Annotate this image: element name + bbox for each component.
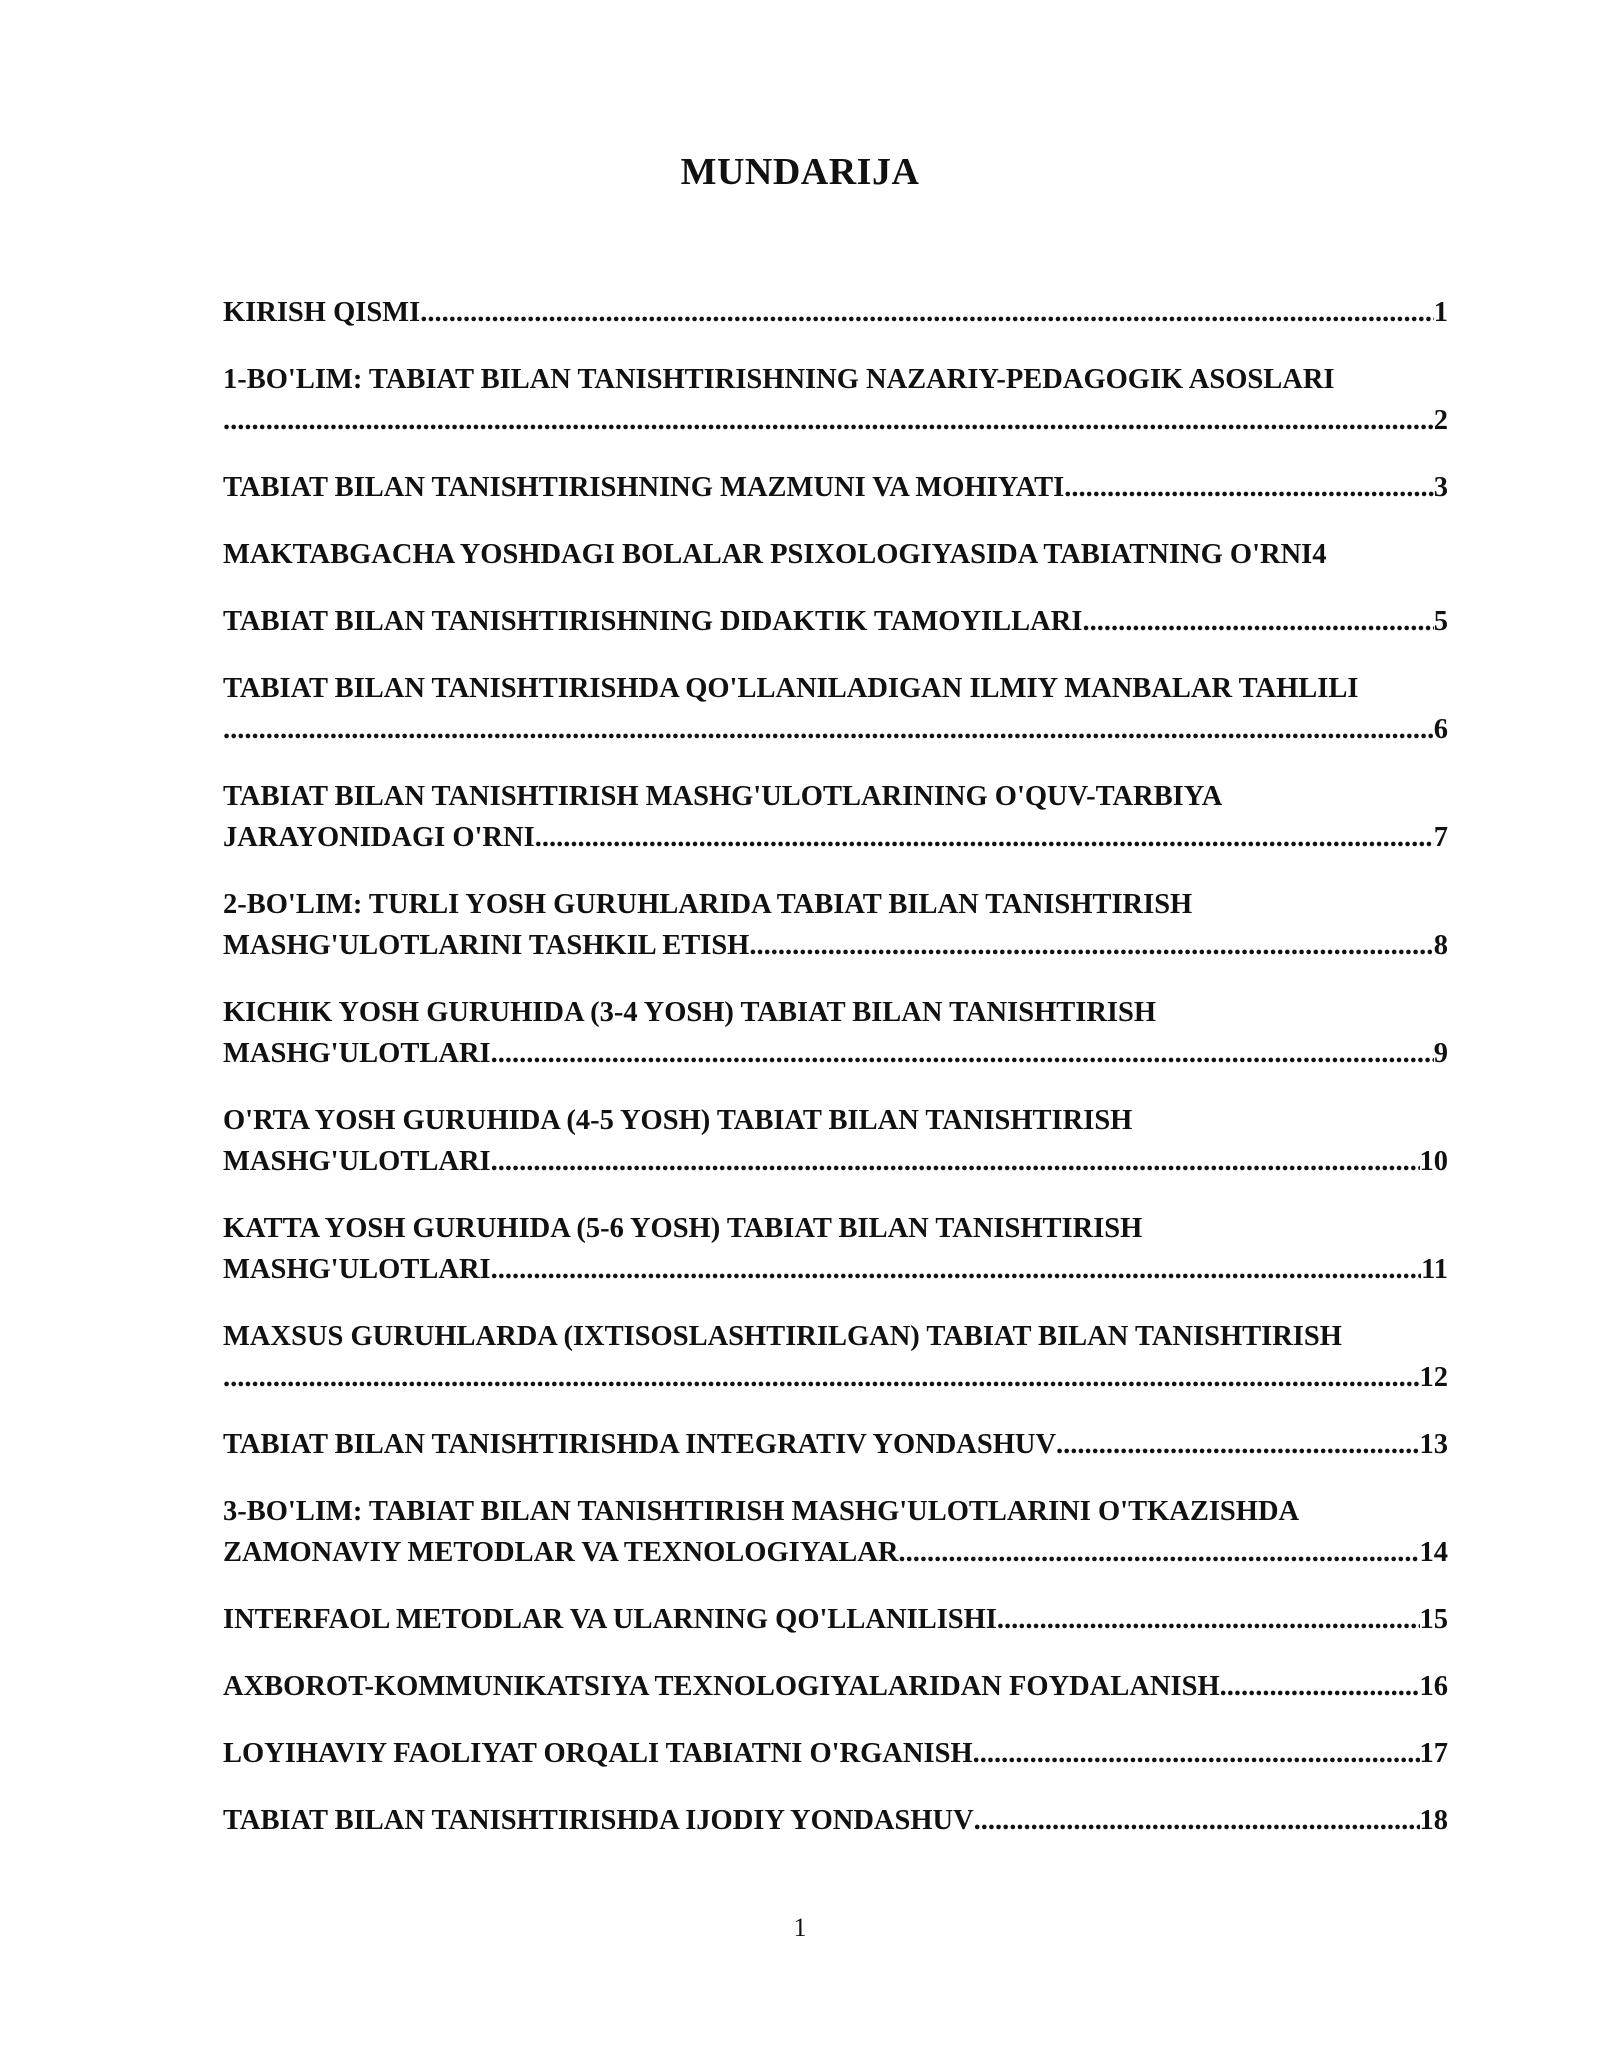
toc-entry[interactable]	[223, 534, 1448, 575]
toc-page-number: 4	[1312, 539, 1327, 570]
toc-entry[interactable]	[223, 467, 1448, 508]
toc-entry-line: 1-BO'LIM: TABIAT BILAN TANISHTIRISHNING NAZARIY-PEDAGOGIK ASOSLARI	[223, 364, 1335, 395]
dot-leader	[491, 1141, 1420, 1182]
toc-entry-title: KIRISH QISMI	[223, 297, 421, 328]
toc-page-number: 2	[1433, 405, 1448, 436]
toc-entry[interactable]	[223, 992, 1448, 1074]
toc-entry-title: MAKTABGACHA YOSHDAGI BOLALAR PSIXOLOGIYASIDA TABIATNING O'RNI	[223, 539, 1313, 570]
toc-entry-leader-line	[223, 1733, 1448, 1774]
toc-entry[interactable]	[223, 1100, 1448, 1182]
toc-entry-title: TABIAT BILAN TANISHTIRISHDA INTEGRATIV YONDASHUV	[223, 1429, 1057, 1460]
toc-entry[interactable]	[223, 601, 1448, 642]
toc-entry-line: O'RTA YOSH GURUHIDA (4-5 YOSH) TABIAT BILAN TANISHTIRISH	[223, 1105, 1133, 1136]
toc-entry-line: TABIAT BILAN TANISHTIRISH MASHG'ULOTLARINING O'QUV-TARBIYA	[223, 781, 1223, 812]
toc-entry-leader-line	[223, 1357, 1448, 1398]
toc-page-number: 14	[1419, 1537, 1448, 1568]
dot-leader	[223, 709, 1434, 750]
page-title: MUNDARIJA	[680, 151, 920, 193]
toc-entry-title: MASHG'ULOTLARI	[223, 1146, 491, 1177]
toc-entry-leader-line	[223, 1249, 1448, 1290]
dot-leader	[749, 925, 1433, 966]
toc-page-number: 6	[1433, 714, 1448, 745]
toc-page-number: 1	[1433, 297, 1448, 328]
toc-entry-leader-line	[223, 400, 1448, 441]
dot-leader	[535, 817, 1434, 858]
dot-leader	[1064, 467, 1434, 508]
toc-entry-leader-line	[223, 1424, 1448, 1465]
toc-entry[interactable]	[223, 1424, 1448, 1465]
toc-entry-leader-line	[223, 1532, 1448, 1573]
toc-page-number: 3	[1433, 472, 1448, 503]
toc-entry[interactable]	[223, 668, 1493, 750]
toc-entry-title: AXBOROT-KOMMUNIKATSIYA TEXNOLOGIYALARIDAN FOYDALANISH	[223, 1671, 1220, 1702]
page-number: 1	[793, 1913, 807, 1942]
toc-entry-title: ZAMONAVIY METODLAR VA TEXNOLOGIYALAR	[223, 1537, 899, 1568]
dot-leader	[997, 1599, 1420, 1640]
toc-entry-title: TABIAT BILAN TANISHTIRISHNING DIDAKTIK TAMOYILLARI	[223, 606, 1083, 637]
toc-entry-title: MASHG'ULOTLARI	[223, 1254, 491, 1285]
toc-entry-title: MASHG'ULOTLARI	[223, 1038, 491, 1069]
toc-entry-leader-line	[223, 1666, 1448, 1707]
toc-entry-title: TABIAT BILAN TANISHTIRISHDA IJODIY YONDASHUV	[223, 1805, 974, 1836]
dot-leader	[898, 1532, 1419, 1573]
toc-entry-leader-line	[223, 1141, 1448, 1182]
toc-entry-line: MAXSUS GURUHLARDA (IXTISOSLASHTIRILGAN) TABIAT BILAN TANISHTIRISH	[223, 1321, 1342, 1352]
toc-entry-leader-line	[223, 534, 1448, 575]
toc-entry-title: MASHG'ULOTLARINI TASHKIL ETISH	[223, 930, 750, 961]
toc-page-number: 9	[1433, 1038, 1448, 1069]
toc-entry-line: 3-BO'LIM: TABIAT BILAN TANISHTIRISH MASHG'ULOTLARINI O'TKAZISHDA	[223, 1496, 1300, 1527]
toc-page-number: 10	[1419, 1146, 1448, 1177]
toc-entry-line: 2-BO'LIM: TURLI YOSH GURUHLARIDA TABIAT BILAN TANISHTIRISH	[223, 889, 1193, 920]
toc-page-number: 17	[1419, 1738, 1448, 1769]
toc-entry-leader-line	[223, 1599, 1448, 1640]
toc-entry[interactable]	[223, 359, 1493, 441]
toc-entry-title: INTERFAOL METODLAR VA ULARNING QO'LLANILISHI	[223, 1604, 997, 1635]
dot-leader	[1082, 601, 1433, 642]
toc-page-number: 7	[1433, 822, 1448, 853]
toc-entry[interactable]	[223, 1208, 1448, 1290]
toc-page-number: 11	[1421, 1254, 1448, 1285]
dot-leader	[420, 292, 1434, 333]
toc-entry[interactable]	[223, 1666, 1448, 1707]
toc-page-number: 13	[1419, 1429, 1448, 1460]
toc-entry[interactable]	[223, 1316, 1493, 1398]
toc-entry[interactable]	[223, 776, 1448, 858]
dot-leader	[1220, 1666, 1420, 1707]
toc-page-number: 5	[1433, 606, 1448, 637]
dot-leader	[974, 1800, 1420, 1841]
toc-entry-title: JARAYONIDAGI O'RNI	[223, 822, 535, 853]
toc-entry-leader-line	[223, 292, 1448, 333]
toc-page-number: 12	[1419, 1362, 1448, 1393]
toc-entry[interactable]	[223, 292, 1448, 333]
toc-entry-leader-line	[223, 925, 1448, 966]
dot-leader	[1056, 1424, 1419, 1465]
toc-entry[interactable]	[223, 1800, 1448, 1841]
toc-entry-leader-line	[223, 709, 1448, 750]
toc-page-number: 15	[1419, 1604, 1448, 1635]
toc-entry-line: KICHIK YOSH GURUHIDA (3-4 YOSH) TABIAT BILAN TANISHTIRISH	[223, 997, 1157, 1028]
toc-page-number: 18	[1419, 1805, 1448, 1836]
toc-entry-line: TABIAT BILAN TANISHTIRISHDA QO'LLANILADIGAN ILMIY MANBALAR TAHLILI	[223, 673, 1359, 704]
dot-leader	[223, 400, 1434, 441]
toc-entry[interactable]	[223, 1733, 1448, 1774]
toc-entry-line: KATTA YOSH GURUHIDA (5-6 YOSH) TABIAT BILAN TANISHTIRISH	[223, 1213, 1143, 1244]
toc-entry-leader-line	[223, 1800, 1448, 1841]
toc-page-number: 8	[1433, 930, 1448, 961]
toc-entry[interactable]	[223, 1599, 1448, 1640]
toc-entry-leader-line	[223, 467, 1448, 508]
dot-leader	[491, 1033, 1434, 1074]
dot-leader	[491, 1249, 1421, 1290]
toc-entry-leader-line	[223, 817, 1448, 858]
toc-entry-title: TABIAT BILAN TANISHTIRISHNING MAZMUNI VA MOHIYATI	[223, 472, 1065, 503]
dot-leader	[973, 1733, 1420, 1774]
toc-entry-leader-line	[223, 601, 1448, 642]
toc-page-number: 16	[1419, 1671, 1448, 1702]
table-of-contents	[223, 292, 1448, 1867]
toc-entry[interactable]	[223, 1491, 1448, 1573]
dot-leader	[223, 1357, 1420, 1398]
toc-entry-leader-line	[223, 1033, 1448, 1074]
toc-entry[interactable]	[223, 884, 1448, 966]
toc-entry-title: LOYIHAVIY FAOLIYAT ORQALI TABIATNI O'RGANISH	[223, 1738, 973, 1769]
